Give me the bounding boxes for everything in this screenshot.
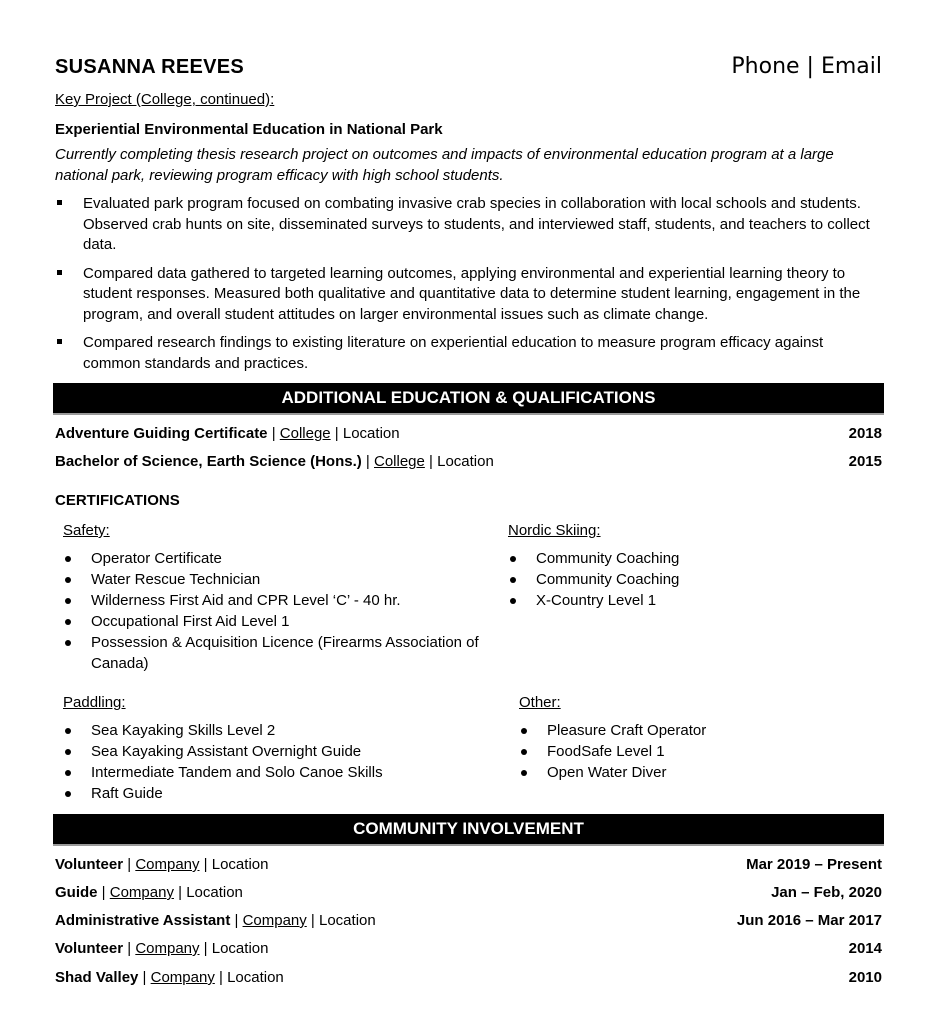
- cert-group-title-other: Other:: [519, 694, 561, 711]
- separator: |: [173, 884, 187, 901]
- separator: |: [230, 912, 243, 929]
- education-row: [55, 451, 882, 473]
- location: Location: [319, 912, 376, 929]
- role: Volunteer: [55, 856, 124, 873]
- separator: |: [123, 940, 136, 957]
- community-row: [55, 910, 882, 932]
- list-item: [63, 611, 493, 632]
- bullet-icon: [521, 749, 527, 755]
- list-item: [519, 762, 879, 783]
- role: Guide: [55, 884, 98, 901]
- cert-item: Possession & Acquisition Licence (Firearms Association of Canada): [91, 634, 479, 672]
- cert-item: FoodSafe Level 1: [547, 743, 665, 760]
- list-item: [508, 590, 878, 611]
- list-item: [63, 590, 493, 611]
- dates: Jun 2016 – Mar 2017: [736, 912, 882, 929]
- cert-list-safety: [63, 548, 493, 674]
- separator: |: [199, 940, 212, 957]
- cert-item: Community Coaching: [536, 550, 680, 567]
- list-item: [55, 194, 880, 256]
- certifications-heading: CERTIFICATIONS: [55, 492, 180, 509]
- list-item: [519, 720, 879, 741]
- list-item: [508, 569, 878, 590]
- company-link[interactable]: Company: [242, 912, 307, 929]
- bullet-icon: [65, 577, 71, 583]
- project-description: Currently completing thesis research project on outcomes and impacts of environmental education program at a large national park, reviewing program efficacy with high school students.: [55, 146, 834, 184]
- institution-link[interactable]: College: [374, 453, 425, 470]
- role: Volunteer: [55, 940, 124, 957]
- dates: 2014: [848, 940, 882, 957]
- cert-item: Occupational First Aid Level 1: [91, 613, 290, 630]
- square-bullet-icon: [57, 270, 62, 275]
- list-item: [519, 741, 879, 762]
- dates: Mar 2019 – Present: [746, 856, 882, 873]
- cert-item: Sea Kayaking Assistant Overnight Guide: [91, 743, 362, 760]
- education-row: [55, 423, 882, 445]
- cert-item: Pleasure Craft Operator: [547, 722, 707, 739]
- dates: Jan – Feb, 2020: [771, 884, 882, 901]
- bullet-icon: [510, 577, 516, 583]
- separator: |: [97, 884, 110, 901]
- company-link[interactable]: Company: [109, 884, 174, 901]
- cert-item: Open Water Diver: [547, 764, 667, 781]
- bullet-icon: [65, 619, 71, 625]
- role: Administrative Assistant: [55, 912, 231, 929]
- bullet-icon: [65, 728, 71, 734]
- dates: 2010: [848, 969, 882, 986]
- separator: |: [267, 425, 280, 442]
- bullet-icon: [65, 749, 71, 755]
- bullet-text: Compared data gathered to targeted learning outcomes, applying environmental and experiential learning theory to student responses. Measured both qualitative and quantitative data to determine student learning, engagement in the program, and overall student attitudes on larger environmental issues such as climate change.: [83, 264, 861, 323]
- bullet-icon: [521, 770, 527, 776]
- separator: |: [123, 856, 136, 873]
- cert-item: Operator Certificate: [91, 550, 222, 567]
- divider: [53, 844, 884, 846]
- community-row: [55, 854, 882, 876]
- candidate-name: SUSANNA REEVES: [55, 56, 245, 78]
- separator: |: [361, 453, 374, 470]
- separator: |: [214, 969, 228, 986]
- cert-group-title-safety: Safety:: [63, 522, 110, 539]
- bullet-text: Evaluated park program focused on combating invasive crab species in collaboration with local schools and students. Observed crab hunts on site, disseminated surveys to students, and interviewed staff, students, and teachers to collect data.: [83, 195, 870, 253]
- location: Location: [186, 884, 243, 901]
- square-bullet-icon: [57, 200, 62, 205]
- bullet-icon: [510, 556, 516, 562]
- bullet-icon: [65, 556, 71, 562]
- location: Location: [211, 856, 269, 873]
- separator: |: [424, 453, 438, 470]
- credential-title: Adventure Guiding Certificate: [55, 425, 268, 442]
- separator: |: [306, 912, 319, 929]
- key-project-heading: Key Project (College, continued):: [55, 91, 275, 108]
- cert-item: Raft Guide: [91, 785, 163, 802]
- project-bullet-list: [55, 194, 880, 382]
- company-link[interactable]: Company: [135, 940, 200, 957]
- bullet-icon: [510, 598, 516, 604]
- project-title: Experiential Environmental Education in National Park: [55, 121, 443, 138]
- list-item: [55, 264, 880, 326]
- separator: |: [199, 856, 212, 873]
- list-item: [63, 720, 493, 741]
- list-item: [63, 548, 493, 569]
- bullet-icon: [65, 598, 71, 604]
- year: 2018: [848, 425, 882, 442]
- section-banner-community: COMMUNITY INVOLVEMENT: [53, 814, 884, 844]
- contact-info: Phone | Email: [731, 54, 882, 79]
- location: Location: [342, 425, 400, 442]
- community-row: [55, 882, 882, 904]
- cert-item: Community Coaching: [536, 571, 680, 588]
- credential-title: Bachelor of Science, Earth Science (Hons.): [55, 453, 362, 470]
- section-banner-education: ADDITIONAL EDUCATION & QUALIFICATIONS: [53, 383, 884, 413]
- list-item: [63, 632, 493, 674]
- separator: |: [138, 969, 151, 986]
- list-item: [63, 569, 493, 590]
- bullet-icon: [65, 791, 71, 797]
- cert-list-nordic-skiing: [508, 548, 878, 611]
- cert-list-other: [519, 720, 879, 783]
- community-row: [55, 967, 882, 989]
- location: Location: [211, 940, 269, 957]
- cert-group-title-nordic-skiing: Nordic Skiing:: [508, 522, 601, 539]
- cert-item: Wilderness First Aid and CPR Level ‘C’ - 40 hr.: [91, 592, 401, 609]
- cert-item: Water Rescue Technician: [91, 571, 261, 588]
- list-item: [63, 783, 493, 804]
- role: Shad Valley: [55, 969, 139, 986]
- community-row: [55, 938, 882, 960]
- bullet-icon: [65, 640, 71, 646]
- year: 2015: [848, 453, 882, 470]
- bullet-text: Compared research findings to existing literature on experiential education to measure program efficacy against common standards and practices.: [83, 334, 824, 372]
- cert-group-title-paddling: Paddling:: [63, 694, 126, 711]
- bullet-icon: [65, 770, 71, 776]
- location: Location: [227, 969, 284, 986]
- square-bullet-icon: [57, 339, 62, 344]
- company-link[interactable]: Company: [135, 856, 200, 873]
- list-item: [63, 741, 493, 762]
- location: Location: [437, 453, 494, 470]
- cert-item: Intermediate Tandem and Solo Canoe Skills: [91, 764, 383, 781]
- list-item: [63, 762, 493, 783]
- cert-list-paddling: [63, 720, 493, 804]
- separator: |: [330, 425, 343, 442]
- bullet-icon: [521, 728, 527, 734]
- list-item: [55, 333, 880, 374]
- institution-link[interactable]: College: [279, 425, 331, 442]
- company-link[interactable]: Company: [150, 969, 215, 986]
- divider: [53, 413, 884, 415]
- list-item: [508, 548, 878, 569]
- cert-item: X-Country Level 1: [536, 592, 657, 609]
- cert-item: Sea Kayaking Skills Level 2: [91, 722, 276, 739]
